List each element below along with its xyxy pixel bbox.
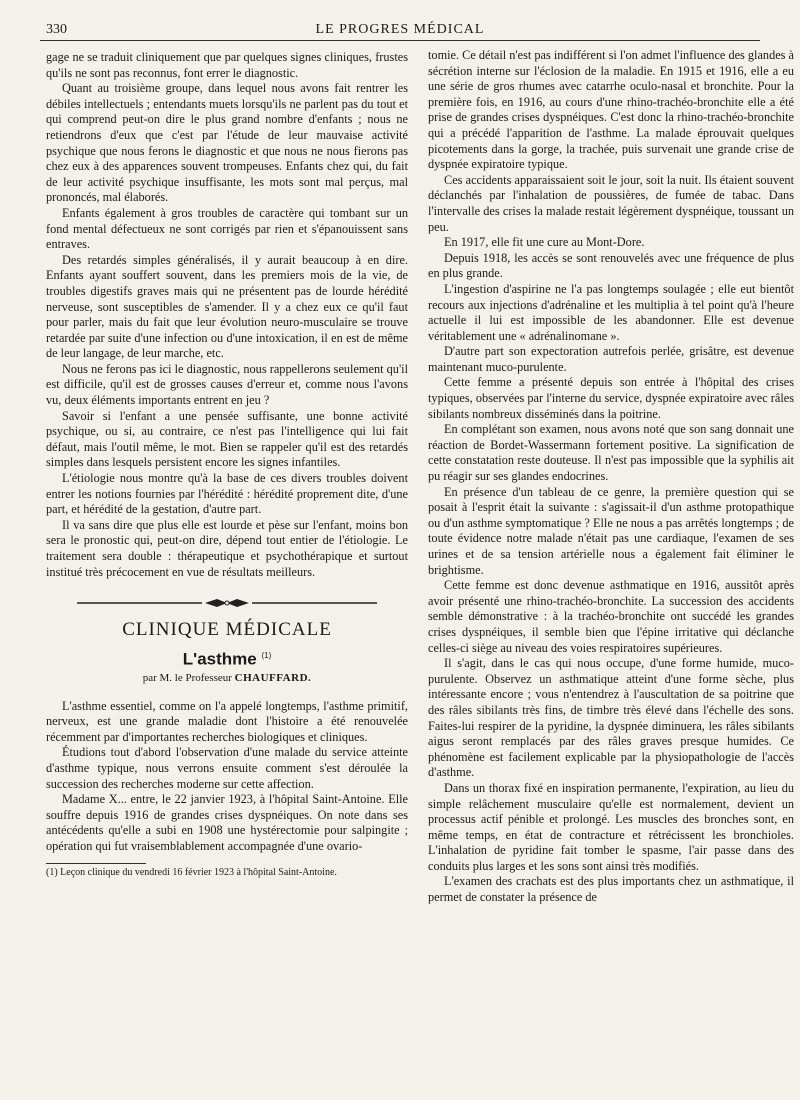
article-title <box>46 648 408 667</box>
paragraph: Cette femme a présenté depuis son entrée à l'hôpital des crises typiques, observées par l'interne du service, dyspnée expiratoire avec râles sibilants nombreux disséminés dans la poitrine. <box>428 375 794 421</box>
paragraph: Depuis 1918, les accès se sont renouvelés avec une fréquence de plus en plus grande. <box>428 250 794 281</box>
paragraph: En 1917, elle fit une cure au Mont-Dore. <box>444 235 645 250</box>
paragraph: Nous ne ferons pas ici le diagnostic, nous rappellerons seulement qu'il est difficile, qu'il est de grosses causes d'erreur et, comme nous l'avons vu, deux éléments importants entrent en jeu ? <box>46 361 408 408</box>
paragraph: En présence d'un tableau de ce genre, la première question qui se posait à l'esprit était la suivante : s'agissait-il d'un asthme protopathique ou d'un asthme symptomatique ? Elle ne nous a pas arrêtés longtemps ; de toute évidence notre malade n'était pas une cardiaque, l'examen de ses urines et de sa tension artérielle nous a également fait éliminer le brightisme. <box>428 484 794 577</box>
paragraph: Étudions tout d'abord l'observation d'une malade du service atteinte d'asthme typique, nous verrons ensuite comment s'est déroulée la succession des recherches moderne sur cette affection. <box>46 745 408 791</box>
journal-title: LE PROGRES MÉDICAL <box>315 22 485 37</box>
paragraph: Quant au troisième groupe, dans lequel nous avons fait rentrer les débiles intellectuels ; entendants muets lorsqu'ils ne parlent pas du tout et qui comprend peut-on dire le plus grand nombre d'enfants ; nous ne retiendrons d'eux que c'est par l'étude de leur mauvaise activité psychique que nous ferons le diagnostic et que nous ne nous fierons pas chez eux à des apparences souvent trompeuses. Enfants chez qui, du fait de leur activité psychique insuffisante, les mots sont mal perçus, mal prononcés, mal élaborés. <box>46 81 408 205</box>
left-column <box>46 50 408 879</box>
paragraph: gage ne se traduit cliniquement que par quelques signes cliniques, frustes qu'ils ne sont pas reconnus, font errer le diagnostic. <box>46 50 408 80</box>
footnote-marker: (1) <box>261 650 272 660</box>
footnote: (1) Leçon clinique du vendredi 16 février 1923 à l'hôpital Saint-Antoine. <box>46 866 337 878</box>
paragraph: tomie. Ce détail n'est pas indifférent si l'on admet l'influence des glandes à sécrétion interne sur l'éclosion de la maladie. En 1915 et 1916, elle a eu une série de gros rhumes avec catarrhe oculo-nasal et bronchite. Pour la première fois, en 1916, au cours d'une rhino-trachéo-bronchite elle a été prise de grandes crises dyspnéiques. C'est donc la rhino-trachéo-bronchite qui a précédé l'apparition de l'asthme. La malade éprouvait quelques picotements dans la gorge, la trachée, puis survenait une grande crise de dyspnée expiratoire typique. <box>428 48 795 172</box>
paragraph: Savoir si l'enfant a une pensée suffisante, une bonne activité psychique, ou si, au contraire, ce n'est pas l'intelligence qui lui fait défaut, mais l'outil même, le mot. Bien se rappeler qu'il est des retardés simples dans lesquels persistent encore les signes infantiles. <box>46 408 408 470</box>
byline <box>46 671 408 687</box>
paragraph: L'asthme essentiel, comme on l'a appelé longtemps, l'asthme primitif, nerveux, est une grande maladie dont l'histoire a été renouvelée récemment par d'importantes recherches biologiques et cliniques. <box>46 698 408 744</box>
paragraph: Madame X... entre, le 22 janvier 1923, à l'hôpital Saint-Antoine. Elle souffre depuis 1916 de grandes crises dyspnéiques. On note dans ses antécédents qu'elle a subi en 1908 une hystérectomie pour salpingite ; opération qui fut vraisemblablement accompagnée d'une ovario- <box>46 792 408 853</box>
author-name: CHAUFFARD. <box>234 672 312 685</box>
section-heading: CLINIQUE MÉDICALE <box>122 619 332 641</box>
paragraph: Des retardés simples généralisés, il y aurait beaucoup à en dire. Enfants ayant souffert souvent, dans les premiers mois de la vie, de troubles digestifs graves mais qui ne présentent pas de lourde hérédité nerveuse, sont susceptibles de s'amender. Il y a chez eux ce qu'il faut pour parler, mais du fait que leur évolution neuro-musculaire se trouve retardée par suite d'une infection ou d'une intoxication, il en est de même de leur langage, de leur marche, etc. <box>46 252 408 361</box>
running-header <box>40 20 760 41</box>
article-title-text: L'asthme <box>182 649 257 669</box>
paragraph: L'examen des crachats est des plus importants chez un asthmatique, il permet de constater la présence de <box>428 874 794 905</box>
paragraph: Il s'agit, dans le cas qui nous occupe, d'une forme humide, muco-purulente. Observez un asthmatique atteint d'une forme sèche, plus intéressante encore ; vous n'entendrez à l'auscultation de sa poitrine que des râles sibilants très fins, de timbre très élevé dans l'échelle des sons. Faites-lui respirer de la pyridine, la dyspnée diminuera, les râles sibilants aigus seront remplacés par des râles graves presque humides. Ce phénomène est facilement explicable par la physiopathologie de l'accès d'asthme. <box>428 656 794 780</box>
page-number: 330 <box>46 22 67 37</box>
paragraph: D'autre part son expectoration autrefois perlée, grisâtre, est devenue maintenant muco-purulente. <box>428 344 794 374</box>
byline-prefix: par M. le Professeur <box>142 672 232 685</box>
paragraph: L'étiologie nous montre qu'à la base de ces divers troubles doivent entrer les notions fournies par l'hérédité : hérédité proprement dite, d'une part, et hérédité de la gestation, d'autre part. <box>46 471 408 517</box>
paragraph: En complétant son examen, nous avons noté que son sang donnait une réaction de Bordet-Wassermann fortement positive. La signification de cette constatation reste douteuse. Il n'est pas impossible que la syphilis ait pu réagir sur ses glandes endocrines. <box>428 422 794 484</box>
paragraph: L'ingestion d'aspirine ne l'a pas longtemps soulagée ; elle eut bientôt recours aux injections d'adrénaline et les multiplia à tel point qu'à l'heure actuelle il lui est impossible de les abandonner. Elle est devenue véritablement une « adrénalinomane ». <box>428 281 794 343</box>
paragraph: Il va sans dire que plus elle est lourde et pèse sur l'enfant, moins bon sera le pronostic qui, peut-on dire, dépend tout entier de l'étiologie. Le traitement sera double : thérapeutique et psychothérapique et surtout institué très précocement en vue de résultats meilleurs. <box>46 517 408 579</box>
paragraph: Dans un thorax fixé en inspiration permanente, l'expiration, au lieu du simple relâchement musculaire qu'elle est normalement, devient un processus actif pénible et prolongé. Les muscles des bronches sont, en même temps, en état de contracture et rétrécissent les bronchioles. L'inhalation de pyridine fait tomber le spasme, l'air passe dans des conduits plus larges et les sons sont ainsi très modifiés. <box>428 780 794 873</box>
right-column <box>428 48 794 906</box>
paragraph: Enfants également à gros troubles de caractère qui tombant sur un fond mental défectueux ne sont corrigés par rien et s'épanouissent sans entraves. <box>46 205 408 252</box>
ornamental-divider <box>77 596 377 610</box>
footnote-rule <box>46 863 146 864</box>
paragraph: Cette femme est donc devenue asthmatique en 1916, aussitôt après avoir présenté une rhino-trachéo-bronchite. La succession des accidents semble démonstrative : à la trachéo-bronchite ont succédé les grandes crises dyspnéiques, il semble bien que l'épine irritative qui déclanche celles-ci siège au niveau des voies respiratoires supérieures. <box>428 578 794 655</box>
paragraph: Ces accidents apparaissaient soit le jour, soit la nuit. Ils étaient souvent déclanchés par l'inhalation de poussières, de fumée de tabac. Dans l'intervalle des crises la malade restait légèrement dyspnéique, toussant un peu. <box>428 172 794 234</box>
